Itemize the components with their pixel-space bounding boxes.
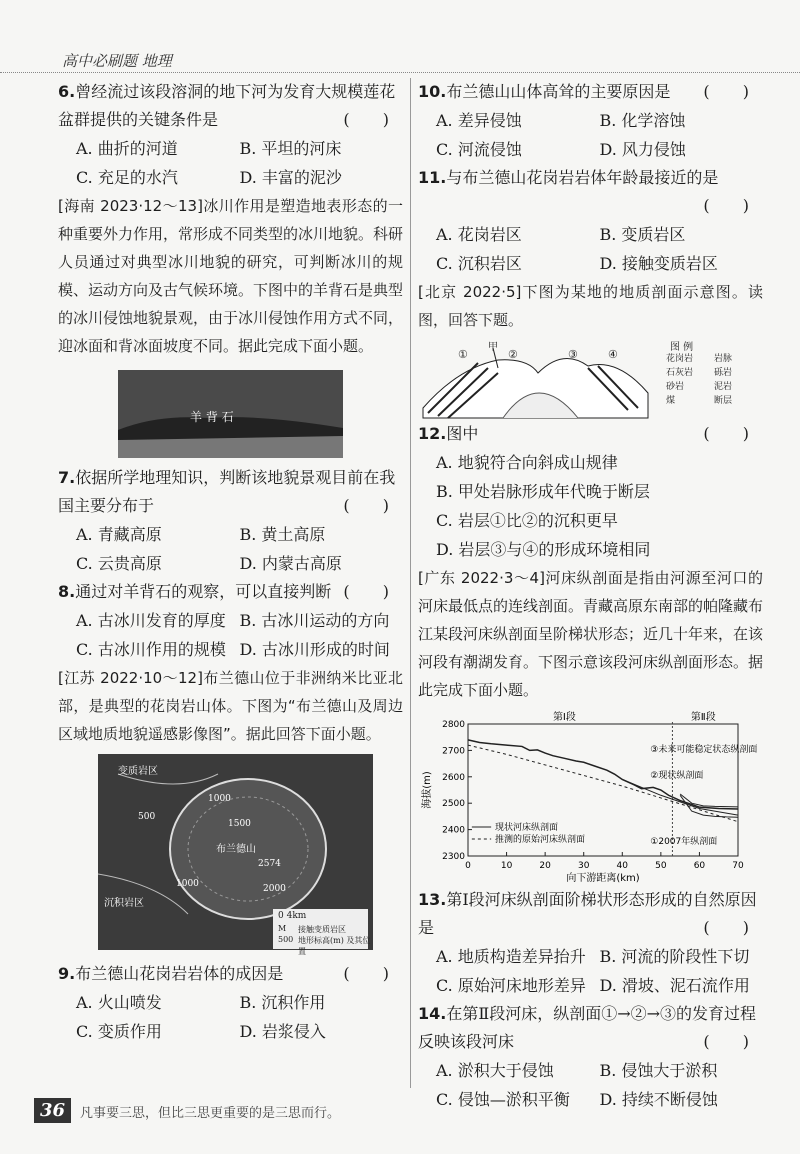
intro-passage: [海南 2023·12～13]冰川作用是塑造地表形态的一种重要外力作用，常形成不同类型的冰川地貌。科研人员通过对典型冰川地貌的研究，可判断冰川的规模、运动方向及古气候环境。下图中的羊背石是典型的冰川侵蚀地貌景观，由于冰川侵蚀作用方式不同，迎冰面和背冰面坡度不同。据此完成下面小题。 — [58, 197, 404, 355]
peak-label: 布兰德山 — [216, 844, 256, 855]
sedimentary-label: 沉积岩区 — [104, 898, 144, 909]
question-stem: 布兰德山山体高耸的主要原因是 — [446, 82, 671, 101]
y-tick-label: 2800 — [442, 720, 465, 730]
option[interactable]: A. 古冰川发育的厚度 — [76, 611, 226, 630]
option[interactable]: D. 岩浆侵入 — [239, 1022, 326, 1041]
y-axis-label: 海拔(m) — [422, 771, 433, 809]
question-number: 8. — [58, 582, 76, 601]
option[interactable]: B. 平坦的河床 — [239, 139, 342, 158]
y-tick-label: 2500 — [442, 799, 465, 810]
question-number: 6. — [58, 82, 76, 101]
options-11 — [418, 220, 763, 278]
header-divider — [0, 72, 800, 73]
option[interactable]: D. 岩层③与④的形成环境相同 — [436, 540, 651, 559]
legend-item: 砾岩 — [714, 368, 733, 378]
question-14 — [418, 1000, 763, 1056]
page-number: 36 — [34, 1098, 71, 1123]
option[interactable]: B. 河流的阶段性下切 — [599, 947, 750, 966]
scale-bar: 0 4km — [278, 911, 307, 921]
label-3: ③ — [568, 348, 578, 361]
question-stem: 布兰德山花岗岩岩体的成因是 — [75, 964, 284, 983]
footer — [0, 1090, 800, 1140]
legend-elevation: 地形标高(m) 及其位置 — [298, 936, 371, 956]
question-9 — [58, 960, 403, 988]
question-number: 11. — [418, 168, 447, 187]
answer-bracket[interactable]: ( ) — [703, 82, 763, 101]
option[interactable]: B. 黄土高原 — [239, 525, 326, 544]
legend-item: 泥岩 — [714, 382, 733, 392]
contour-label: 2000 — [263, 884, 286, 894]
intro-passage: [广东 2022·3～4]河床纵剖面是指由河源至河口的河床最低点的连线剖面。青藏高原东南部的帕隆藏布江某段河床纵剖面呈阶梯状形态；近几十年来，在该河段有潮湖发育。下图示意该段河床纵剖面形态。据此完成下面小题。 — [418, 569, 764, 699]
geologic-section-figure — [418, 338, 758, 420]
answer-bracket[interactable]: ( ) — [703, 196, 763, 215]
question-number: 9. — [58, 964, 76, 983]
question-number: 13. — [418, 890, 447, 909]
contour-label: 1000 — [208, 794, 231, 804]
option[interactable]: B. 古冰川运动的方向 — [239, 611, 390, 630]
answer-bracket[interactable]: ( ) — [343, 110, 403, 129]
option[interactable]: D. 风力侵蚀 — [599, 140, 686, 159]
option[interactable]: C. 云贵高原 — [76, 554, 162, 573]
question-number: 10. — [418, 82, 447, 101]
legend-item: 煤 — [666, 396, 676, 406]
intro-passage: [江苏 2022·10～12]布兰德山位于非洲纳米比亚北部，是典型的花岗岩山体。下图为“布兰德山及周边区域地质地貌遥感影像图”。据此回答下面小题。 — [58, 669, 403, 743]
question-10 — [418, 78, 763, 106]
option[interactable]: D. 滑坡、泥石流作用 — [599, 976, 750, 995]
option[interactable]: C. 原始河床地形差异 — [436, 976, 586, 995]
option[interactable]: C. 古冰川作用的规模 — [76, 640, 226, 659]
question-stem: 与布兰德山花岗岩岩体年龄最接近的是 — [446, 168, 719, 187]
ram-rock-photo — [118, 370, 343, 458]
x-axis-label: 向下游距离(km) — [566, 873, 640, 884]
option[interactable]: C. 侵蚀—淤积平衡 — [436, 1090, 570, 1109]
option[interactable]: D. 古冰川形成的时间 — [239, 640, 390, 659]
x-tick-label: 0 — [465, 861, 471, 871]
option[interactable]: C. 变质作用 — [76, 1022, 162, 1041]
option[interactable]: D. 丰富的泥沙 — [239, 168, 342, 187]
question-6 — [58, 78, 403, 134]
options-6 — [58, 134, 403, 192]
option[interactable]: B. 变质岩区 — [599, 225, 686, 244]
option[interactable]: A. 花岗岩区 — [436, 225, 522, 244]
label-2: ② — [508, 348, 518, 361]
legend-item: 砂岩 — [666, 382, 685, 392]
series-line — [468, 745, 738, 822]
right-column — [418, 78, 763, 1114]
contour-label: 1500 — [228, 819, 251, 829]
answer-bracket[interactable]: ( ) — [703, 424, 763, 443]
option[interactable]: B. 沉积作用 — [239, 993, 326, 1012]
label-4: ④ — [608, 348, 618, 361]
option[interactable]: C. 沉积岩区 — [436, 254, 522, 273]
options-13 — [418, 942, 763, 1000]
question-8 — [58, 578, 403, 606]
option[interactable]: C. 河流侵蚀 — [436, 140, 522, 159]
footer-motto: 凡事要三思，但比三思更重要的是三思而行。 — [80, 1106, 341, 1121]
question-stem: 通过对羊背石的观察，可以直接判断 — [75, 582, 332, 601]
option[interactable]: C. 充足的水汽 — [76, 168, 178, 187]
brandberg-satellite-map — [98, 754, 373, 956]
question-13 — [418, 886, 763, 942]
legend-title: 图 例 — [670, 342, 694, 353]
legend-contact: 接触变质岩区 — [298, 925, 346, 934]
option[interactable]: A. 曲折的河道 — [76, 139, 178, 158]
options-8 — [58, 606, 403, 664]
question-stem: 曾经流过该段溶洞的地下河为发育大规模莲花盆群提供的关键条件是 — [58, 82, 396, 129]
option[interactable]: B. 化学溶蚀 — [599, 111, 686, 130]
option[interactable]: A. 火山喷发 — [76, 993, 162, 1012]
option[interactable]: A. 差异侵蚀 — [436, 111, 522, 130]
question-12 — [418, 420, 763, 448]
answer-bracket[interactable]: ( ) — [343, 964, 403, 983]
x-tick-label: 30 — [577, 861, 590, 871]
option[interactable]: A. 地貌符合向斜成山规律 — [436, 453, 618, 472]
answer-bracket[interactable]: ( ) — [343, 496, 403, 515]
label-jia: 甲 — [488, 342, 498, 353]
option[interactable]: D. 内蒙古高原 — [239, 554, 342, 573]
y-tick-label: 2400 — [442, 825, 465, 836]
legend-item: 花岗岩 — [666, 354, 694, 364]
option[interactable]: A. 青藏高原 — [76, 525, 162, 544]
y-tick-label: 2600 — [442, 772, 465, 783]
option[interactable]: D. 持续不断侵蚀 — [599, 1090, 718, 1109]
x-tick-label: 20 — [539, 861, 551, 871]
river-profile-chart — [418, 706, 758, 886]
chart-annotation: ①2007年纵剖面 — [650, 837, 718, 847]
peak-height: 2574 — [258, 859, 281, 869]
question-stem: 第Ⅰ段河床纵剖面阶梯状形态形成的自然原因是 — [418, 890, 757, 937]
section-2-label: 第Ⅱ段 — [690, 712, 716, 723]
x-tick-label: 40 — [616, 861, 629, 871]
options-7 — [58, 520, 403, 578]
question-11 — [418, 164, 763, 220]
x-tick-label: 10 — [500, 861, 513, 871]
x-tick-label: 70 — [732, 861, 744, 871]
contour-label: 1000 — [176, 879, 199, 889]
option[interactable]: B. 甲处岩脉形成年代晚于断层 — [436, 482, 650, 501]
option[interactable]: A. 地质构造差异抬升 — [436, 947, 586, 966]
metamorphic-label: 变质岩区 — [118, 766, 158, 777]
question-number: 12. — [418, 424, 447, 443]
geologic-section-svg — [418, 338, 658, 420]
option[interactable]: C. 岩层①比②的沉积更早 — [436, 511, 618, 530]
answer-bracket[interactable]: ( ) — [703, 1032, 763, 1051]
chart-annotation: ③未来可能稳定状态纵剖面 — [650, 745, 758, 755]
column-divider — [410, 78, 411, 1088]
x-tick-label: 50 — [655, 861, 667, 871]
chart-annotation: ②现状纵剖面 — [650, 771, 704, 781]
photo-label: 羊 背 石 — [190, 410, 234, 424]
question-stem: 图中 — [446, 424, 479, 443]
y-tick-label: 2300 — [442, 852, 465, 862]
section-1-label: 第Ⅰ段 — [552, 712, 576, 723]
option[interactable]: B. 侵蚀大于淤积 — [599, 1061, 718, 1080]
question-7 — [58, 464, 403, 520]
options-10 — [418, 106, 763, 164]
legend-item: 断层 — [714, 396, 733, 406]
x-tick-label: 60 — [693, 861, 706, 871]
contour-label: 500 — [138, 812, 156, 822]
options-9 — [58, 988, 403, 1046]
label-1: ① — [458, 348, 468, 361]
question-stem: 在第Ⅱ段河床，纵剖面①→②→③的发育过程反映该段河床 — [418, 1004, 757, 1051]
option[interactable]: D. 接触变质岩区 — [599, 254, 718, 273]
answer-bracket[interactable]: ( ) — [343, 582, 403, 601]
legend-item: 岩脉 — [714, 354, 733, 364]
series-line — [622, 779, 738, 815]
legend-label: 现状河床纵剖面 — [495, 823, 559, 833]
legend-item: 石灰岩 — [666, 368, 694, 378]
intro-passage: [北京 2022·5]下图为某地的地质剖面示意图。读图，回答下题。 — [418, 283, 763, 329]
question-number: 7. — [58, 468, 76, 487]
legend-500: 500 — [278, 935, 294, 944]
header-title: 高中必刷题 地理 — [62, 52, 172, 70]
y-tick-label: 2700 — [442, 746, 465, 757]
legend — [666, 352, 754, 408]
question-number: 14. — [418, 1004, 447, 1023]
answer-bracket[interactable]: ( ) — [703, 918, 763, 937]
legend-m: M — [278, 924, 287, 933]
legend-label: 推测的原始河床纵剖面 — [495, 835, 586, 845]
left-column — [58, 78, 403, 1046]
option[interactable]: A. 淤积大于侵蚀 — [436, 1061, 554, 1080]
question-stem: 依据所学地理知识，判断该地貌景观目前在我国主要分布于 — [58, 468, 396, 515]
